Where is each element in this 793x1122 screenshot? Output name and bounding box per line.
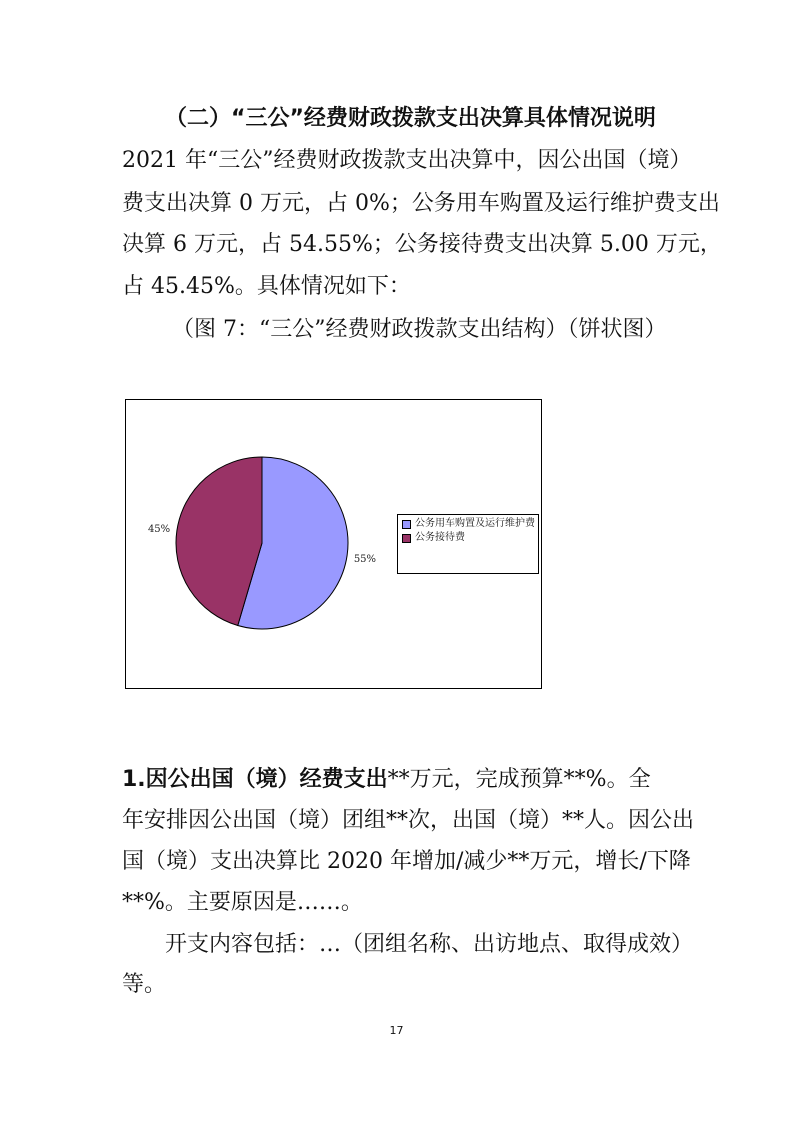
paragraph-line: 占 45.45%。具体情况如下： bbox=[122, 274, 411, 299]
chart-legend bbox=[397, 514, 539, 574]
section-heading: （二）“三公”经费财政拨款支出决算具体情况说明 bbox=[165, 106, 656, 131]
paragraph-text: **万元，完成预算**%。全 bbox=[387, 767, 651, 792]
paragraph-line: 等。 bbox=[122, 972, 167, 997]
paragraph-line: 开支内容包括：…（团组名称、出访地点、取得成效） bbox=[165, 932, 694, 957]
slice-data-label: 55% bbox=[353, 553, 377, 565]
paragraph-line: **%。主要原因是……。 bbox=[122, 890, 363, 915]
paragraph-line bbox=[122, 765, 651, 795]
page-number: 17 bbox=[389, 1024, 404, 1037]
paragraph-line: 决算 6 万元，占 54.55%；公务接待费支出决算 5.00 万元， bbox=[122, 232, 722, 257]
paragraph-line: 国（境）支出决算比 2020 年增加/减少**万元，增长/下降 bbox=[122, 849, 691, 874]
slice-data-label: 45% bbox=[147, 524, 171, 536]
paragraph-line: 年安排因公出国（境）团组**次，出国（境）**人。因公出 bbox=[122, 808, 695, 833]
legend-label: 公务接待费 bbox=[415, 532, 465, 543]
legend-swatch bbox=[402, 520, 411, 529]
paragraph-line: 2021 年“三公”经费财政拨款支出决算中，因公出国（境） bbox=[122, 148, 692, 173]
legend-item bbox=[402, 518, 535, 530]
subsection-title: 1.因公出国（境）经费支出 bbox=[122, 767, 388, 792]
legend-label: 公务用车购置及运行维护费 bbox=[415, 518, 535, 529]
legend-item bbox=[402, 532, 535, 544]
paragraph-line: 费支出决算 0 万元，占 0%；公务用车购置及运行维护费支出 bbox=[122, 191, 720, 216]
figure-caption: （图 7：“三公”经费财政拨款支出结构）（饼状图） bbox=[172, 317, 667, 342]
legend-swatch bbox=[402, 534, 411, 543]
